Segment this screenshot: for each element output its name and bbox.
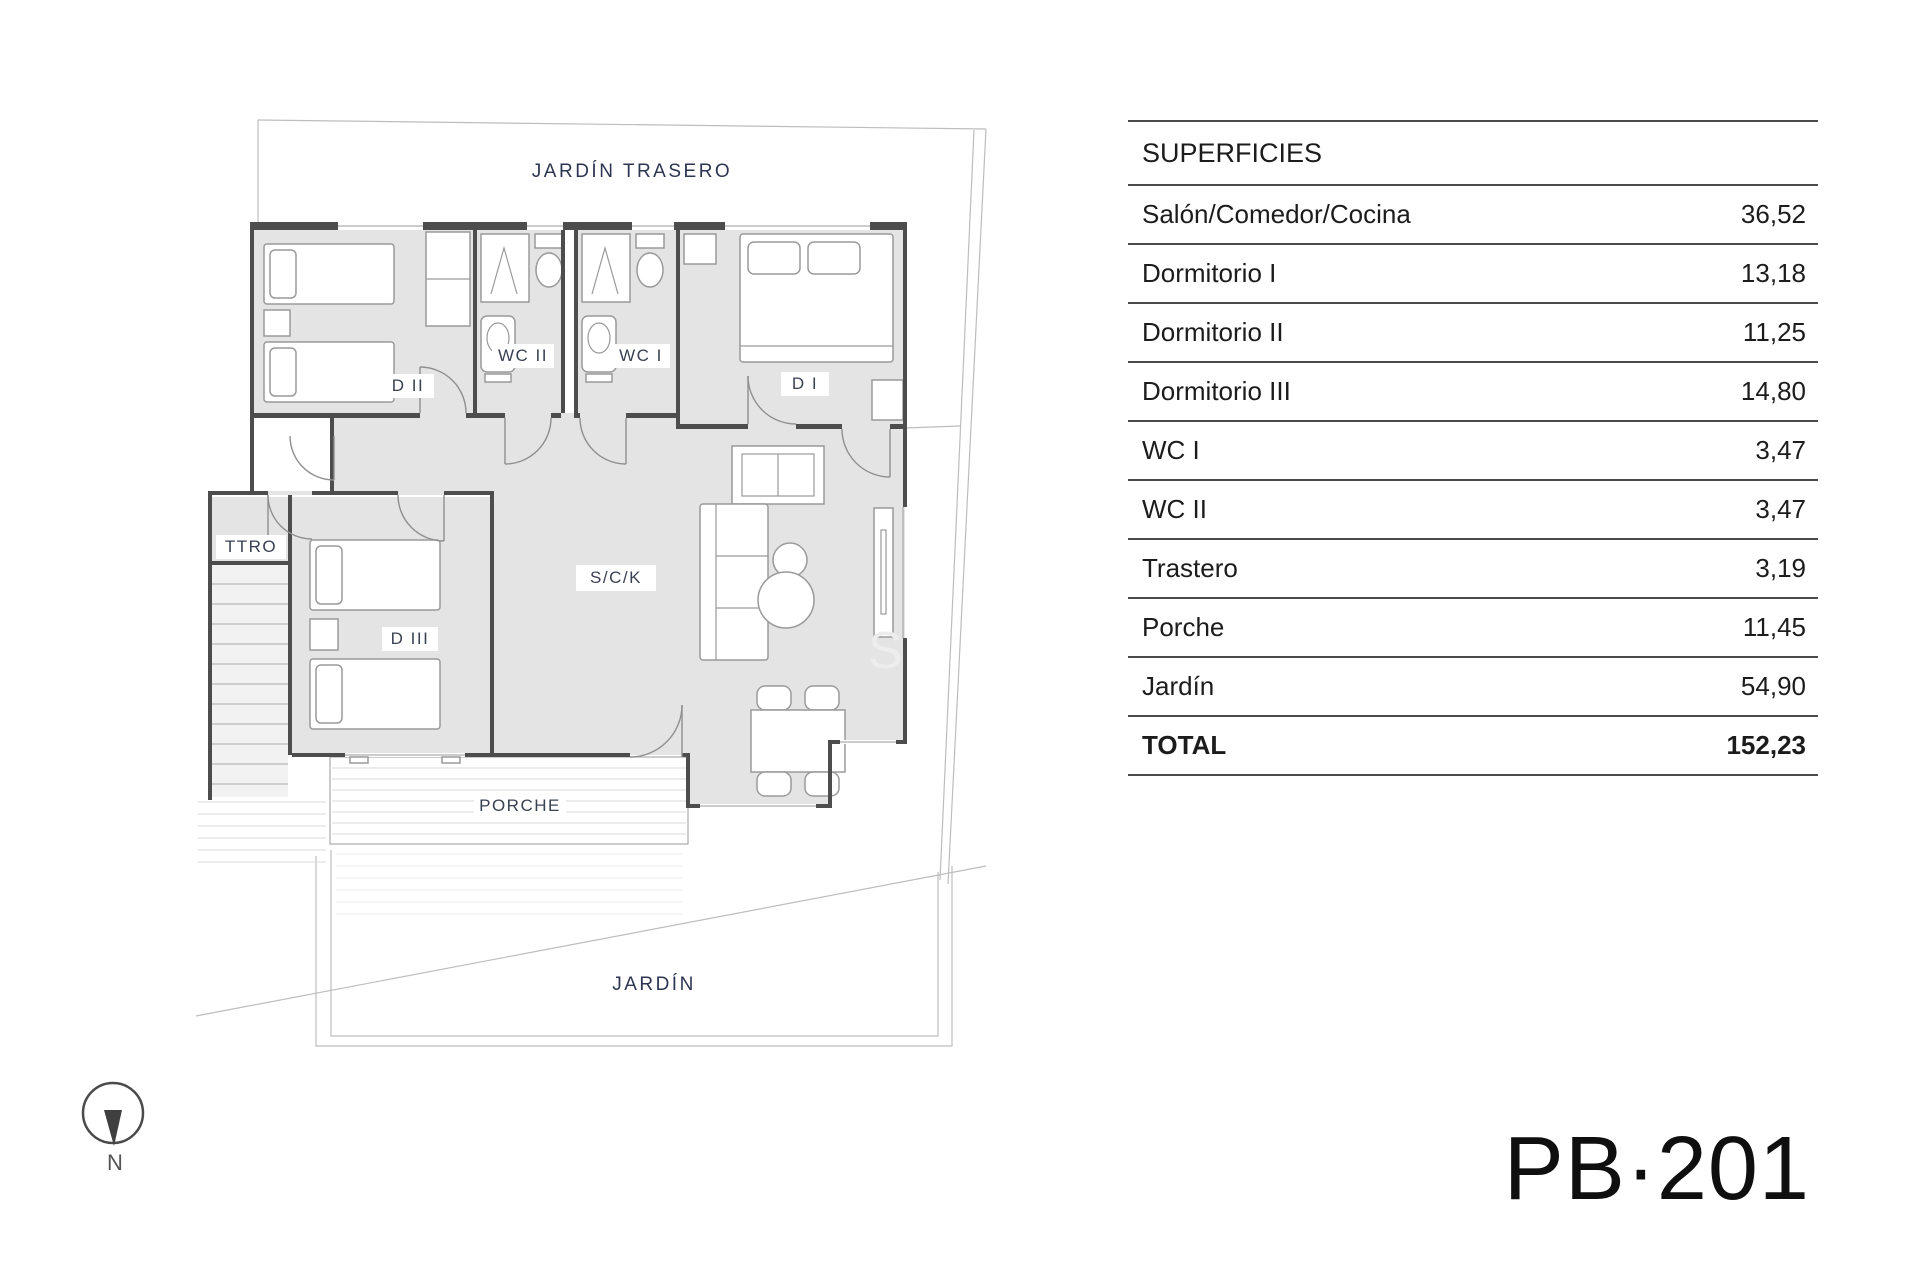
- room-area: 13,18: [1740, 258, 1806, 288]
- room-area: 3,47: [1755, 435, 1806, 465]
- table-total-row: [1128, 717, 1818, 776]
- room-name: Porche: [1142, 612, 1225, 642]
- pillow: [808, 242, 860, 274]
- porch-label: PORCHE: [479, 796, 561, 815]
- compass-north-label: N: [107, 1150, 123, 1175]
- room-area: 11,45: [1742, 612, 1806, 642]
- surfaces-table: [1128, 120, 1818, 776]
- nightstand: [684, 234, 716, 264]
- watermark: S: [868, 622, 903, 680]
- sink: [582, 316, 616, 372]
- table-row: [1128, 186, 1818, 245]
- side-steps: [198, 802, 326, 862]
- pillow: [270, 250, 296, 298]
- room-area: 3,47: [1755, 494, 1806, 524]
- staircase: [212, 565, 288, 797]
- table-row: [1128, 658, 1818, 717]
- table-row: [1128, 422, 1818, 481]
- garden-label: JARDÍN: [612, 974, 696, 995]
- pillow: [748, 242, 800, 274]
- bedroom1-label: D I: [791, 374, 819, 393]
- table-row: [1128, 363, 1818, 422]
- wc1-label: WC I: [619, 346, 663, 365]
- room-name: Jardín: [1142, 671, 1215, 701]
- surfaces-table-header: [1128, 120, 1818, 186]
- pillow: [316, 546, 342, 604]
- wc2-label: WC II: [498, 346, 548, 365]
- porch-steps: [336, 854, 682, 914]
- dining-chair: [805, 686, 839, 710]
- storeroom-label: TTRO: [224, 537, 278, 556]
- back-garden-label: JARDÍN TRASERO: [531, 161, 733, 182]
- compass-icon: [83, 1083, 143, 1175]
- bedroom2-label: D II: [391, 376, 425, 395]
- toilet: [536, 253, 562, 287]
- table-row: [1128, 599, 1818, 658]
- toilet-tank: [636, 234, 664, 248]
- room-area: 11,25: [1742, 317, 1806, 347]
- sliding-door-leaf: [874, 508, 893, 637]
- room-name: Dormitorio I: [1142, 258, 1277, 288]
- shower: [481, 234, 529, 302]
- pillow: [270, 348, 296, 396]
- toilet: [637, 253, 663, 287]
- dining-chair: [757, 772, 791, 796]
- sofa: [700, 504, 768, 660]
- living-label: S/C/K: [590, 568, 642, 587]
- dining-chair: [757, 686, 791, 710]
- surfaces-title: SUPERFICIES: [1142, 137, 1323, 168]
- dining-chair: [805, 772, 839, 796]
- desk: [872, 380, 903, 420]
- pillow: [316, 665, 342, 723]
- table-row: [1128, 481, 1818, 540]
- room-area: 36,52: [1740, 199, 1806, 229]
- room-area: 54,90: [1740, 671, 1806, 701]
- room-area: 3,19: [1755, 553, 1806, 583]
- toilet-tank: [535, 234, 563, 248]
- room-name: Trastero: [1142, 553, 1238, 583]
- table-row: [1128, 304, 1818, 363]
- room-name: Dormitorio II: [1142, 317, 1284, 347]
- room-name: WC II: [1142, 494, 1207, 524]
- plan-code: PB·201: [1503, 1119, 1810, 1219]
- nightstand: [310, 619, 338, 650]
- table-row: [1128, 245, 1818, 304]
- table-row: [1128, 540, 1818, 599]
- nightstand: [264, 310, 290, 336]
- room-area: 14,80: [1740, 376, 1806, 406]
- armchair: [758, 572, 814, 628]
- bedroom3-label: D III: [390, 629, 430, 648]
- total-label: TOTAL: [1142, 730, 1227, 760]
- room-name: WC I: [1142, 435, 1200, 465]
- shaft: [565, 228, 574, 413]
- room-name: Salón/Comedor/Cocina: [1142, 199, 1411, 229]
- shower: [582, 234, 630, 302]
- room-name: Dormitorio III: [1142, 376, 1291, 406]
- total-area: 152,23: [1726, 730, 1806, 760]
